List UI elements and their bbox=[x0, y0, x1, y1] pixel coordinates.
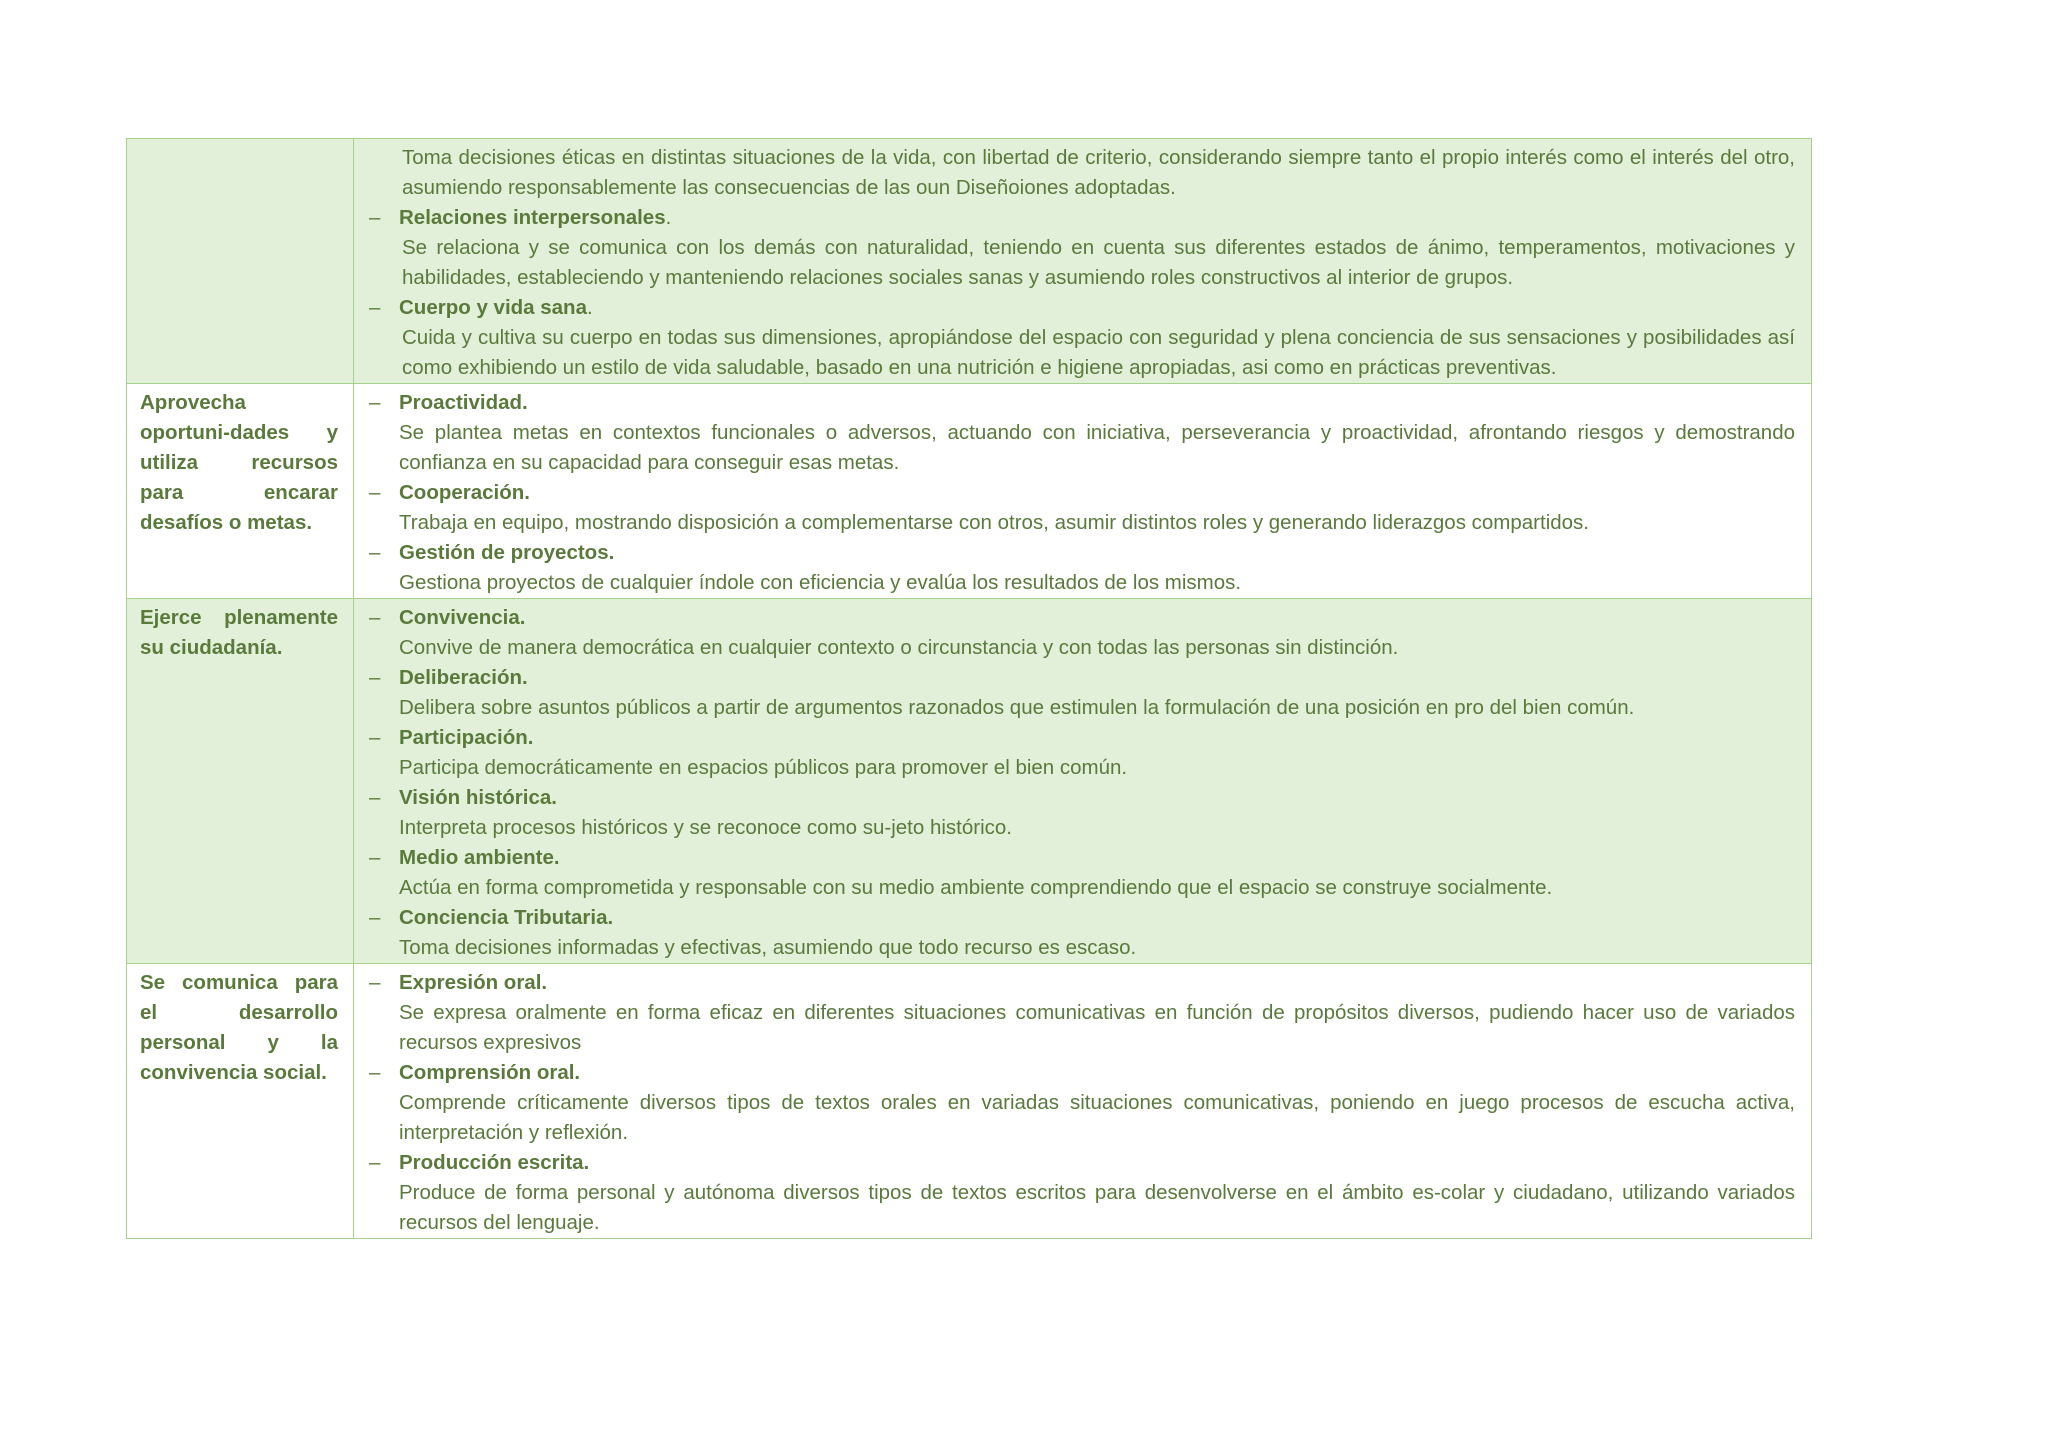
capacity-description: Actúa en forma comprometida y responsable con su medio ambiente comprendiendo que el espacio se construye socialmente. bbox=[399, 876, 1553, 899]
dash-bullet-icon: – bbox=[369, 296, 381, 319]
capacities-cell bbox=[354, 384, 1812, 599]
competencies-table bbox=[126, 138, 1812, 1239]
capacity-title: Conciencia Tributaria. bbox=[399, 906, 614, 929]
capacity-title-suffix: . bbox=[665, 206, 672, 229]
capacity-title: Relaciones interpersonales bbox=[399, 206, 666, 229]
capacity-description: Gestiona proyectos de cualquier índole con eficiencia y evalúa los resultados de los mismos. bbox=[399, 571, 1242, 594]
capacity-description: Convive de manera democrática en cualquier contexto o circunstancia y con todas las personas sin distinción. bbox=[399, 636, 1399, 659]
list-item bbox=[369, 663, 1795, 693]
list-item bbox=[369, 203, 1795, 233]
capacity-description: Se expresa oralmente en forma eficaz en diferentes situaciones comunicativas en función de propósitos diversos, pudiendo hacer uso de variados recursos expresivos bbox=[399, 1001, 1795, 1054]
dash-bullet-icon: – bbox=[369, 481, 381, 504]
dash-bullet-icon: – bbox=[369, 606, 381, 629]
capacity-description: Produce de forma personal y autónoma diversos tipos de textos escritos para desenvolverse en el ámbito es-colar y ciudadano, utilizando variados recursos del lenguaje. bbox=[399, 1181, 1795, 1234]
list-item bbox=[369, 783, 1795, 813]
list-item bbox=[369, 478, 1795, 508]
capacity-title: Visión histórica. bbox=[399, 786, 557, 809]
capacity-description: Delibera sobre asuntos públicos a partir de argumentos razonados que estimulen la formulación de una posición en pro del bien común. bbox=[399, 696, 1635, 719]
list-item bbox=[369, 603, 1795, 633]
capacity-description: Se plantea metas en contextos funcionales o adversos, actuando con iniciativa, perseverancia y proactividad, afrontando riesgos y demostrando confianza en su capacidad para conseguir esas metas. bbox=[399, 421, 1795, 474]
capacities-cell bbox=[354, 964, 1812, 1239]
table-row bbox=[127, 384, 1812, 599]
dash-bullet-icon: – bbox=[369, 206, 381, 229]
capacity-title: Medio ambiente. bbox=[399, 846, 560, 869]
capacity-title: Expresión oral. bbox=[399, 971, 548, 994]
dash-bullet-icon: – bbox=[369, 1061, 381, 1084]
dash-bullet-icon: – bbox=[369, 541, 381, 564]
capacity-title: Proactividad. bbox=[399, 391, 528, 414]
competency-label: Ejerce plenamente su ciudadanía. bbox=[127, 599, 354, 964]
capacity-title: Deliberación. bbox=[399, 666, 528, 689]
table-row bbox=[127, 599, 1812, 964]
capacity-title: Cooperación. bbox=[399, 481, 530, 504]
list-item bbox=[369, 723, 1795, 753]
table-row bbox=[127, 964, 1812, 1239]
list-item bbox=[369, 968, 1795, 998]
list-item bbox=[369, 388, 1795, 418]
competency-label: Aprovecha oportuni-dades y utiliza recursos para encarar desafíos o metas. bbox=[127, 384, 354, 599]
list-item bbox=[369, 903, 1795, 933]
capacity-title: Participación. bbox=[399, 726, 534, 749]
capacity-title: Comprensión oral. bbox=[399, 1061, 581, 1084]
capacity-description: Trabaja en equipo, mostrando disposición a complementarse con otros, asumir distintos roles y generando liderazgos compartidos. bbox=[399, 511, 1590, 534]
capacity-description: Comprende críticamente diversos tipos de textos orales en variadas situaciones comunicativas, poniendo en juego procesos de escucha activa, interpretación y reflexión. bbox=[399, 1091, 1795, 1144]
capacity-title-suffix: . bbox=[586, 296, 593, 319]
dash-bullet-icon: – bbox=[369, 906, 381, 929]
dash-bullet-icon: – bbox=[369, 666, 381, 689]
capacity-description: Interpreta procesos históricos y se reconoce como su-jeto histórico. bbox=[399, 816, 1012, 839]
capacity-description: Toma decisiones informadas y efectivas, asumiendo que todo recurso es escaso. bbox=[399, 936, 1137, 959]
capacities-cell bbox=[354, 599, 1812, 964]
list-item bbox=[369, 1148, 1795, 1178]
capacity-description: Participa democráticamente en espacios públicos para promover el bien común. bbox=[399, 756, 1128, 779]
capacity-description: Cuida y cultiva su cuerpo en todas sus dimensiones, apropiándose del espacio con seguridad y plena conciencia de sus sensaciones y posibilidades así como exhibiendo un estilo de vida saludable, basado en una nutrición e higiene apropiadas, asi como en prácticas preventivas. bbox=[402, 326, 1795, 379]
dash-bullet-icon: – bbox=[369, 786, 381, 809]
table-row bbox=[127, 139, 1812, 384]
capacity-description: Se relaciona y se comunica con los demás con naturalidad, teniendo en cuenta sus diferentes estados de ánimo, temperamentos, motivaciones y habilidades, estableciendo y manteniendo relaciones sociales sanas y asumiendo roles constructivos al interior de grupos. bbox=[402, 236, 1795, 289]
competency-label: Se comunica para el desarrollo personal y la convivencia social. bbox=[127, 964, 354, 1239]
capacity-title: Cuerpo y vida sana bbox=[399, 296, 587, 319]
capacities-cell bbox=[354, 139, 1812, 384]
dash-bullet-icon: – bbox=[369, 726, 381, 749]
dash-bullet-icon: – bbox=[369, 391, 381, 414]
capacity-title: Convivencia. bbox=[399, 606, 526, 629]
dash-bullet-icon: – bbox=[369, 971, 381, 994]
list-item bbox=[369, 1058, 1795, 1088]
capacity-title: Producción escrita. bbox=[399, 1151, 590, 1174]
dash-bullet-icon: – bbox=[369, 846, 381, 869]
list-item bbox=[369, 538, 1795, 568]
dash-bullet-icon: – bbox=[369, 1151, 381, 1174]
competency-label bbox=[127, 139, 354, 384]
capacity-description: Toma decisiones éticas en distintas situaciones de la vida, con libertad de criterio, considerando siempre tanto el propio interés como el interés del otro, asumiendo responsablemente las consecuencias de las oun Diseñoiones adoptadas. bbox=[402, 146, 1795, 199]
list-item bbox=[369, 293, 1795, 323]
list-item bbox=[369, 843, 1795, 873]
capacity-title: Gestión de proyectos. bbox=[399, 541, 615, 564]
